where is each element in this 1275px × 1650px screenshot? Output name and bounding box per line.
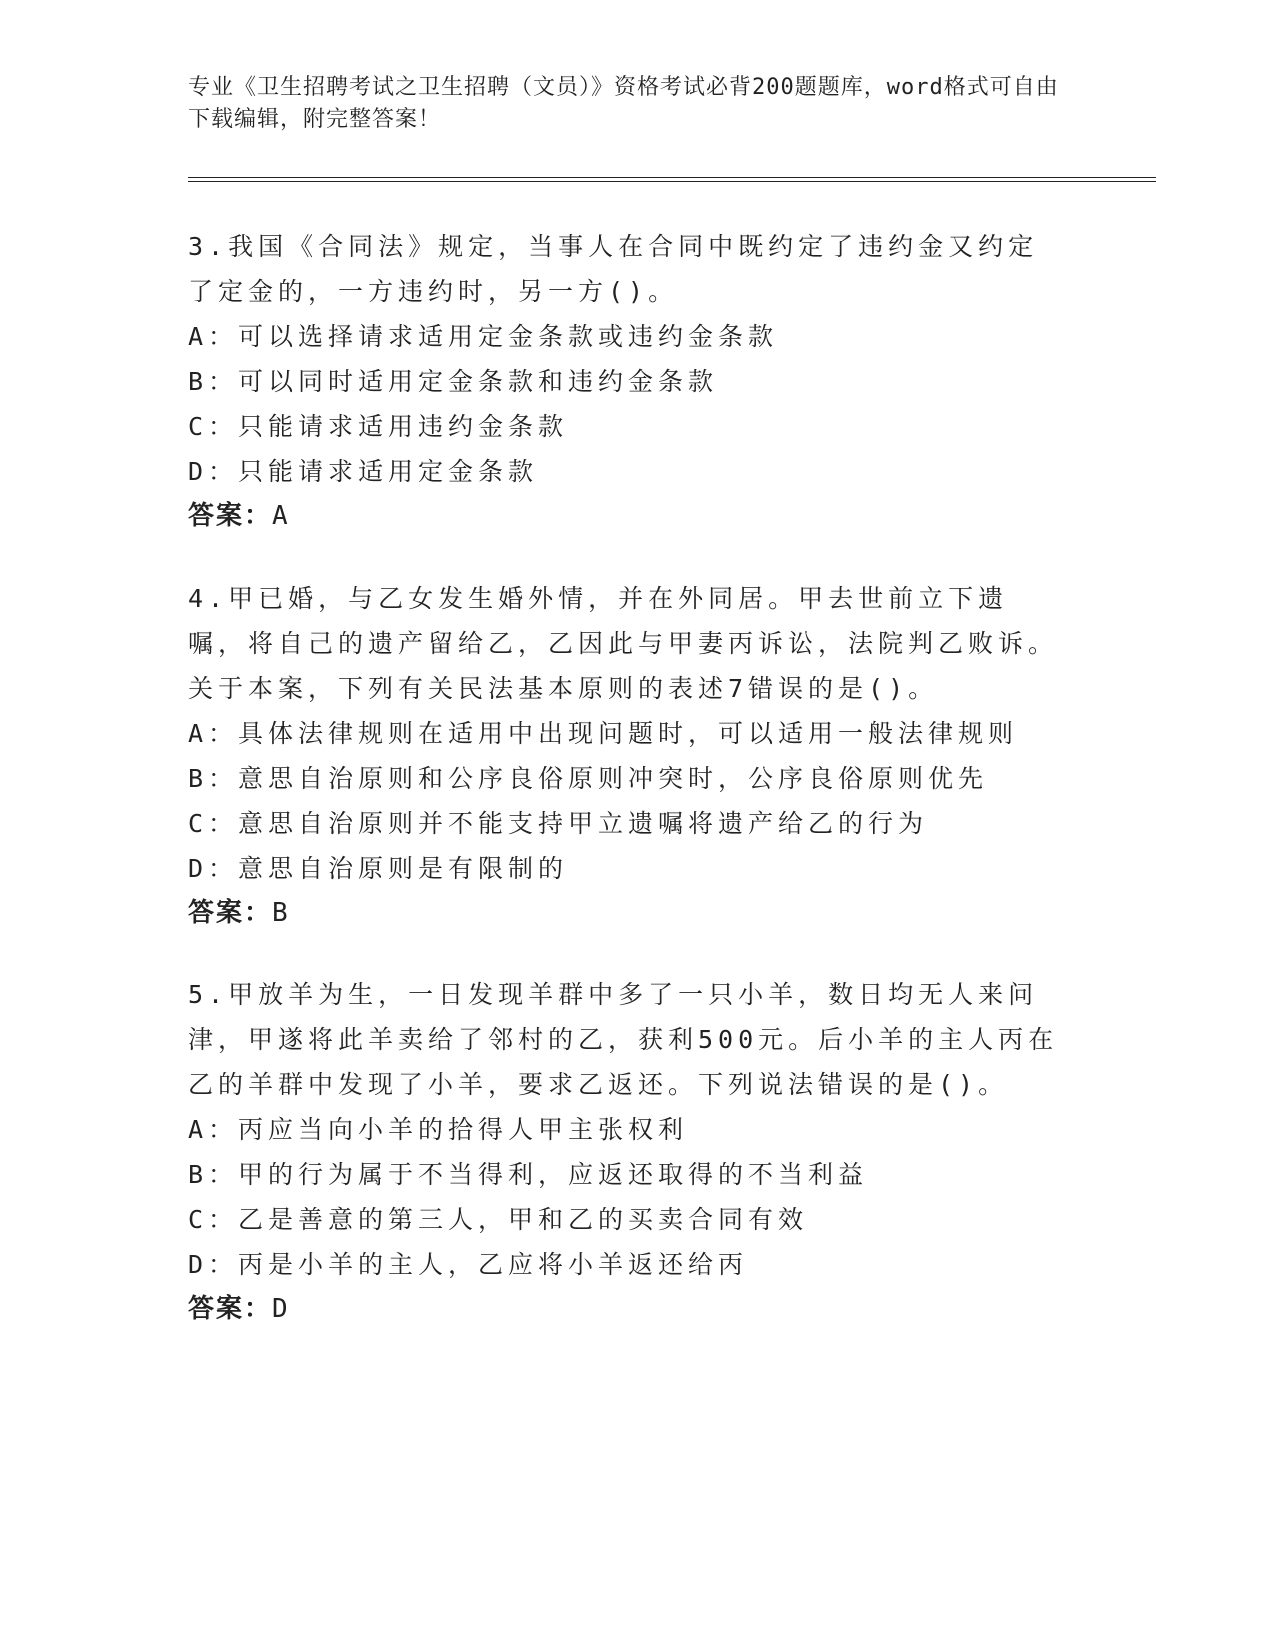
question-stem: 3.我国《合同法》规定，当事人在合同中既约定了违约金又约定了定金的，一方违约时，另一方()。 <box>188 232 1039 306</box>
question-stem: 4.甲已婚，与乙女发生婚外情，并在外同居。甲去世前立下遗嘱，将自己的遗产留给乙，乙因此与甲妻丙诉讼，法院判乙败诉。关于本案，下列有关民法基本原则的表述7错误的是()。 <box>188 584 1059 703</box>
option-d: D：只能请求适用定金条款 <box>188 457 539 486</box>
option-c: C：意思自治原则并不能支持甲立遗嘱将遗产给乙的行为 <box>188 809 929 838</box>
answer-value: B <box>272 898 289 928</box>
option-c: C：乙是善意的第三人，甲和乙的买卖合同有效 <box>188 1205 809 1234</box>
question-4 <box>188 576 1068 936</box>
question-3 <box>188 224 1068 539</box>
answer-line <box>188 494 1068 539</box>
question-5 <box>188 972 1068 1332</box>
option-a: A：丙应当向小羊的拾得人甲主张权利 <box>188 1115 689 1144</box>
answer-label: 答案： <box>188 898 273 928</box>
header-intro-text: 专业《卫生招聘考试之卫生招聘（文员）》资格考试必背200题题库，word格式可自由下载编辑，附完整答案！ <box>188 75 1059 132</box>
document-header <box>188 72 1068 136</box>
answer-value: D <box>272 1294 289 1324</box>
option-b: B：意思自治原则和公序良俗原则冲突时，公序良俗原则优先 <box>188 764 989 793</box>
answer-line <box>188 1287 1068 1332</box>
question-stem: 5.甲放羊为生，一日发现羊群中多了一只小羊，数日均无人来问津，甲遂将此羊卖给了邻村的乙，获利500元。后小羊的主人丙在乙的羊群中发现了小羊，要求乙返还。下列说法错误的是()。 <box>188 980 1059 1099</box>
answer-value: A <box>272 501 289 531</box>
option-d: D：丙是小羊的主人，乙应将小羊返还给丙 <box>188 1250 749 1279</box>
answer-label: 答案： <box>188 501 273 531</box>
answer-label: 答案： <box>188 1294 273 1324</box>
option-a: A：具体法律规则在适用中出现问题时，可以适用一般法律规则 <box>188 719 1019 748</box>
option-c: C：只能请求适用违约金条款 <box>188 412 569 441</box>
header-divider-bottom <box>188 181 1156 182</box>
header-divider-top <box>188 177 1156 178</box>
answer-line <box>188 891 1068 936</box>
option-d: D：意思自治原则是有限制的 <box>188 854 569 883</box>
option-a: A：可以选择请求适用定金条款或违约金条款 <box>188 322 779 351</box>
option-b: B：可以同时适用定金条款和违约金条款 <box>188 367 719 396</box>
option-b: B：甲的行为属于不当得利，应返还取得的不当利益 <box>188 1160 869 1189</box>
